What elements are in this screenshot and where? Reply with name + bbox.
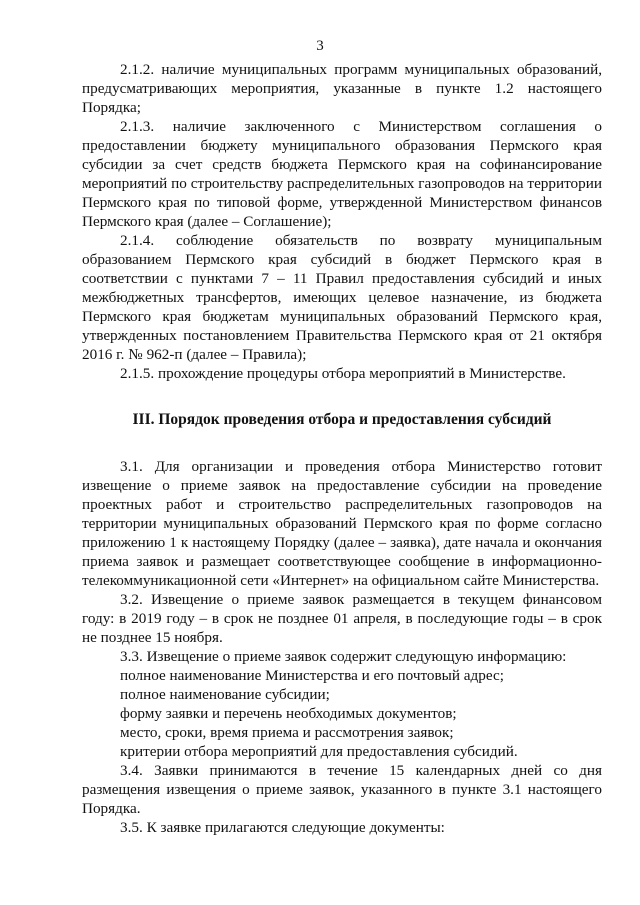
paragraph-2-1-3: 2.1.3. наличие заключенного с Министерством соглашения о предоставлении бюджету муниципального образования Пермского края субсидии за счет средств бюджета Пермского края на софинансирование мероприятий по строительству распределительных газопроводов на территории Пермского края по типовой форме, утвержденной Министерством финансов Пермского края (далее – Соглашение); bbox=[82, 118, 602, 230]
paragraph-2-1-5: 2.1.5. прохождение процедуры отбора мероприятий в Министерстве. bbox=[120, 365, 566, 382]
notice-item: форму заявки и перечень необходимых документов; bbox=[120, 705, 457, 722]
notice-item: критерии отбора мероприятий для предоставления субсидий. bbox=[120, 743, 518, 760]
notice-item: полное наименование Министерства и его почтовый адрес; bbox=[120, 667, 504, 684]
document-body bbox=[82, 60, 602, 837]
paragraph-3-5: 3.5. К заявке прилагаются следующие документы: bbox=[120, 819, 445, 836]
paragraph-2-1-2: 2.1.2. наличие муниципальных программ муниципальных образований, предусматривающих мероприятия, указанные в пункте 1.2 настоящего Порядка; bbox=[82, 61, 602, 116]
notice-item: полное наименование субсидии; bbox=[120, 686, 330, 703]
paragraph-2-1-4: 2.1.4. соблюдение обязательств по возврату муниципальным образованием Пермского края субсидий в бюджет Пермского края в соответствии с пунктами 7 – 11 Правил предоставления субсидий и иных межбюджетных трансфертов, имеющих целевое назначение, из бюджета Пермского края бюджетам муниципальных образований Пермского края, утвержденных постановлением Правительства Пермского края от 21 октября 2016 г. № 962-п (далее – Правила); bbox=[82, 232, 602, 363]
paragraph-3-4: 3.4. Заявки принимаются в течение 15 календарных дней со дня размещения извещения о приеме заявок, указанного в пункте 3.1 настоящего Порядка. bbox=[82, 762, 602, 817]
paragraph-3-1: 3.1. Для организации и проведения отбора Министерство готовит извещение о приеме заявок на предоставление субсидии на проведение проектных работ и строительство распределительных газопроводов на территории муниципальных образований Пермского края по форме согласно приложению 1 к настоящему Порядку (далее – заявка), дате начала и окончания приема заявок и размещает соответствующее сообщение в информационно-телекоммуникационной сети «Интернет» на официальном сайте Министерства. bbox=[82, 458, 602, 589]
paragraph-3-3: 3.3. Извещение о приеме заявок содержит следующую информацию: bbox=[120, 648, 567, 665]
page-number: 3 bbox=[316, 38, 324, 54]
notice-item: место, сроки, время приема и рассмотрения заявок; bbox=[120, 724, 454, 741]
paragraph-3-2: 3.2. Извещение о приеме заявок размещается в текущем финансовом году: в 2019 году – в срок не позднее 01 апреля, в последующие годы – в срок не позднее 15 ноября. bbox=[82, 591, 602, 646]
section-heading: III. Порядок проведения отбора и предоставления субсидий bbox=[132, 411, 552, 428]
